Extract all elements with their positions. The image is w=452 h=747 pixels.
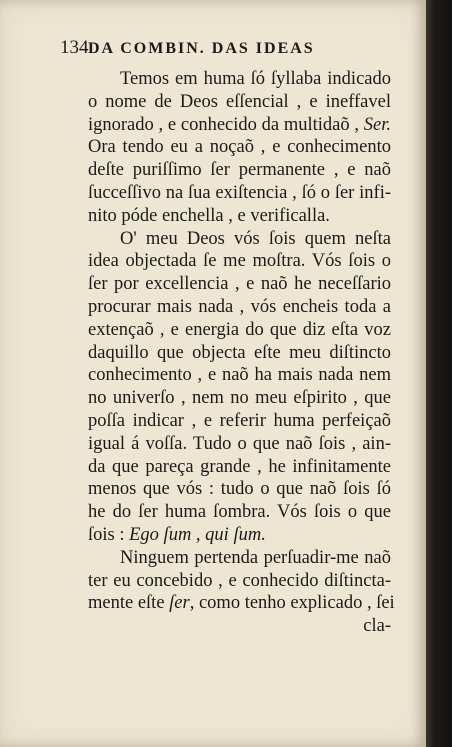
italic-ser-word: ſer [169, 593, 190, 614]
running-head [60, 37, 386, 58]
text-line-9: idea objectada ſe me moſtra. Vós ſois o [88, 251, 391, 272]
italic-ser: Ser. [363, 114, 392, 135]
text-line-10: ſer por excellencia , e naõ he neceſſario [88, 274, 391, 295]
text-line-13: daquillo que objecta eſte meu diſtincto [88, 342, 391, 363]
text-line-8: O' meu Deos vós ſois quem neſta [120, 228, 391, 249]
text-line-7: nito póde enchella , e verificalla. [88, 205, 330, 226]
text-line-19: menos que vós : tudo o que naõ ſois ſó [88, 479, 391, 500]
text-line-18: da que pareça grande , he infinitamente [88, 456, 391, 477]
text-line-17: igual á voſſa. Tudo o que naõ ſois , ain- [88, 433, 391, 454]
text-line-20: he do ſer huma ſombra. Vós ſois o que [88, 502, 391, 523]
text-line-5: deſte puriſſimo ſer permanente , e naõ [88, 160, 391, 181]
page-number: 134 [60, 37, 89, 58]
text-line-12: extençaõ , e energia do que diz eſta voz [88, 319, 391, 340]
text-line-4: Ora tendo eu a noçaõ , e conhecimento [88, 137, 391, 158]
text-line-3: ignorado , e conhecido da multidaõ , Ser. [88, 114, 392, 135]
text-line-16: poſſa indicar , e referir huma perfeiçaõ [88, 410, 391, 431]
text-line-15: no univerſo , nem no meu eſpirito , que [88, 388, 391, 409]
text-line-6: ſucceſſivo na ſua exiſtencia , ſó o ſer infi- [88, 182, 391, 203]
page-edge-shadow [426, 0, 452, 747]
text-line-11: procurar mais nada , vós encheis toda a [88, 296, 391, 317]
text-line-23: ter eu concebido , e conhecido diſtincta- [88, 570, 391, 591]
running-title: DA COMBIN. DAS IDEAS [88, 40, 315, 57]
body-text [88, 68, 395, 638]
text-line-22: Ninguem pertenda perſuadir-me naõ [120, 547, 391, 568]
text-line-14: conhecimento , e naõ ha mais nada nem [88, 365, 391, 386]
text-line-2: o nome de Deos eſſencial , e ineffavel [88, 91, 391, 112]
catchword: cla- [363, 616, 391, 637]
text-line-1: Temos em huma ſó ſyllaba indicado [120, 69, 391, 89]
text-line-24: mente eſte ſer, como tenho explicado , ſei [88, 593, 395, 614]
text-line-21: ſois : Ego ſum , qui ſum. [88, 524, 266, 545]
italic-ego-sum: Ego ſum , qui ſum. [129, 524, 266, 545]
